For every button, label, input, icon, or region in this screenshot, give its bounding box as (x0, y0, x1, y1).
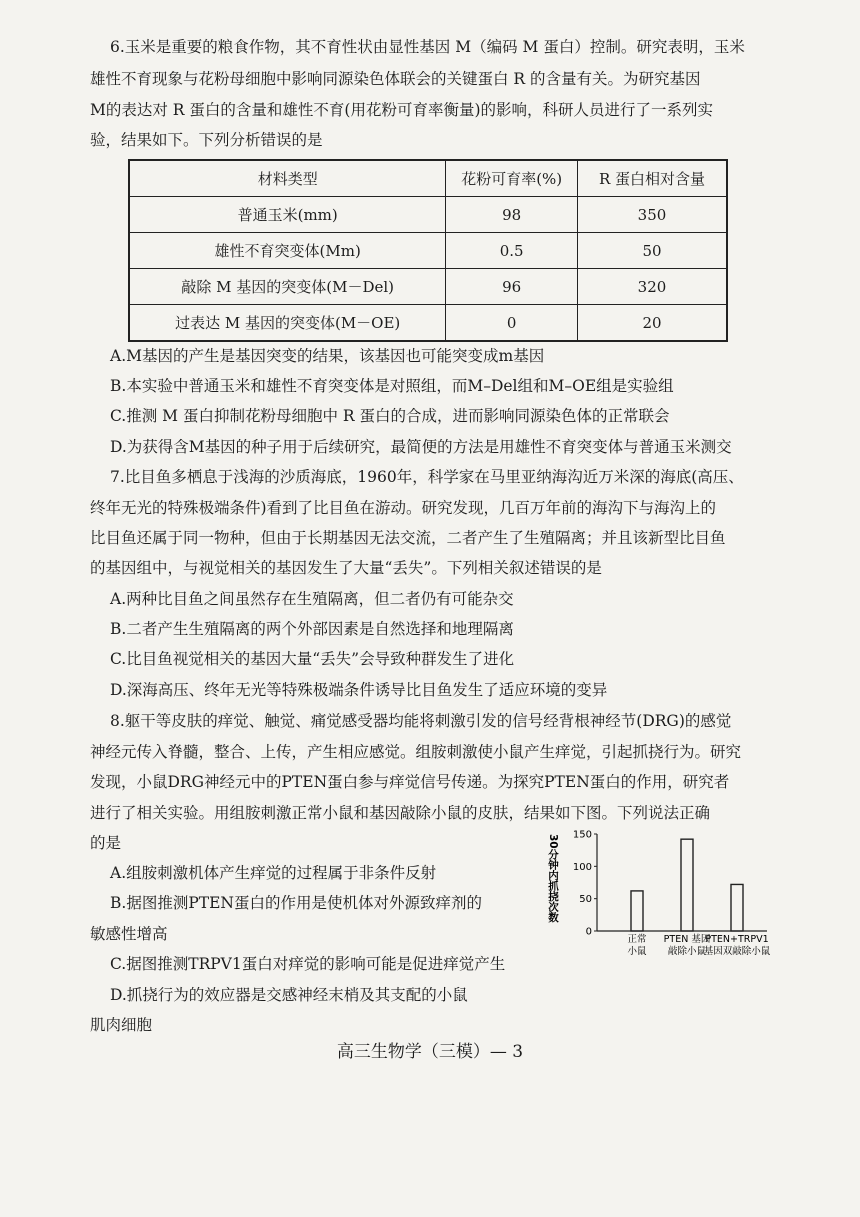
table-row (129, 197, 727, 233)
y-axis-label: 30分钟内抓挠次数 (547, 834, 559, 923)
q6-option-c: C.推测 M 蛋白抑制花粉母细胞中 R 蛋白的合成，进而影响同源染色体的正常联会 (110, 407, 670, 425)
table-header: 花粉可育率(%) (446, 160, 578, 197)
table-cell: 0.5 (446, 233, 578, 269)
x-tick-label: 敲除小鼠 (667, 946, 707, 957)
q8-option-b-cont: 敏感性增高 (90, 925, 168, 943)
q7-line-3: 比目鱼还属于同一物种，但由于长期基因无法交流，二者产生了生殖隔离；并且该新型比目鱼 (90, 529, 726, 547)
y-tick-label: 150 (572, 829, 592, 841)
table-header: R 蛋白相对含量 (577, 160, 727, 197)
q8-line-2: 神经元传入脊髓，整合、上传，产生相应感觉。组胺刺激使小鼠产生痒觉，引起抓挠行为。研究 (90, 743, 742, 761)
table-cell: 50 (577, 233, 727, 269)
table-header-row (129, 160, 727, 197)
x-tick-label: 正常 (627, 934, 647, 945)
q7-line-1: 7.比目鱼多栖息于浅海的沙质海底，1960年，科学家在马里亚纳海沟近万米深的海底(高压、 (110, 468, 744, 486)
q8-option-d-cont: 肌肉细胞 (90, 1016, 153, 1034)
table-row (129, 269, 727, 305)
table-cell: 敲除 M 基因的突变体(M－Del) (129, 269, 446, 305)
table-cell: 96 (446, 269, 578, 305)
table-cell: 0 (446, 305, 578, 342)
q8-option-c: C.据图推测TRPV1蛋白对痒觉的影响可能是促进痒觉产生 (110, 955, 506, 973)
y-tick-label: 0 (585, 926, 592, 938)
x-tick-label: 小鼠 (627, 946, 647, 957)
x-tick-label: PTEN 基因 (663, 934, 711, 945)
q7-line-2: 终年无光的特殊极端条件)看到了比目鱼在游动。研究发现，几百万年前的海沟下与海沟上的 (90, 499, 717, 517)
table-cell: 过表达 M 基因的突变体(M－OE) (129, 305, 446, 342)
q7-line-4: 的基因组中，与视觉相关的基因发生了大量“丢失”。下列相关叙述错误的是 (90, 559, 602, 577)
y-tick-label: 50 (579, 894, 592, 906)
q8-line-3: 发现，小鼠DRG神经元中的PTEN蛋白参与痒觉信号传递。为探究PTEN蛋白的作用，研究者 (90, 773, 730, 791)
x-tick-label: PTEN+TRPV1 (705, 934, 769, 945)
q7-option-d: D.深海高压、终年无光等特殊极端条件诱导比目鱼发生了适应环境的变异 (110, 681, 608, 699)
page-footer: 高三生物学（三模）— 3 (336, 1042, 524, 1062)
q8-line-4: 进行了相关实验。用组胺刺激正常小鼠和基因敲除小鼠的皮肤，结果如下图。下列说法正确 (90, 804, 711, 822)
q8-line-1: 8.躯干等皮肤的痒觉、触觉、痛觉感受器均能将刺激引发的信号经背根神经节(DRG)的感觉 (110, 712, 732, 730)
bar (731, 884, 743, 931)
q8-option-a: A.组胺刺激机体产生痒觉的过程属于非条件反射 (110, 864, 437, 882)
table-row (129, 233, 727, 269)
q6-line-2: 雄性不育现象与花粉母细胞中影响同源染色体联会的关键蛋白 R 的含量有关。为研究基因 (90, 70, 701, 88)
table-cell: 雄性不育突变体(Mm) (129, 233, 446, 269)
y-tick-label: 100 (572, 861, 592, 873)
x-tick-label: 基因双敲除小鼠 (703, 946, 770, 957)
q6-option-d: D.为获得含M基因的种子用于后续研究，最简便的方法是用雄性不育突变体与普通玉米测交 (110, 438, 732, 456)
table-cell: 普通玉米(mm) (129, 197, 446, 233)
table-cell: 350 (577, 197, 727, 233)
q6-option-b: B.本实验中普通玉米和雄性不育突变体是对照组，而M–Del组和M–OE组是实验组 (110, 377, 674, 395)
q6-line-1: 6.玉米是重要的粮食作物，其不育性状由显性基因 M（编码 M 蛋白）控制。研究表明，玉米 (110, 38, 745, 56)
table-header: 材料类型 (129, 160, 446, 197)
q6-line-3: M的表达对 R 蛋白的含量和雄性不育(用花粉可育率衡量)的影响，科研人员进行了一系列实 (90, 101, 713, 119)
material-table (128, 159, 728, 342)
scratch-count-bar-chart (545, 826, 770, 964)
q7-option-a: A.两种比目鱼之间虽然存在生殖隔离，但二者仍有可能杂交 (110, 590, 514, 608)
table-cell: 20 (577, 305, 727, 342)
q6-line-4: 验，结果如下。下列分析错误的是 (90, 131, 323, 149)
bar (631, 891, 643, 931)
q8-line-5: 的是 (90, 834, 122, 852)
table-cell: 98 (446, 197, 578, 233)
table-row (129, 305, 727, 342)
q7-option-b: B.二者产生生殖隔离的两个外部因素是自然选择和地理隔离 (110, 620, 514, 638)
q8-option-d: D.抓挠行为的效应器是交感神经末梢及其支配的小鼠 (110, 986, 468, 1004)
q7-option-c: C.比目鱼视觉相关的基因大量“丢失”会导致种群发生了进化 (110, 650, 515, 668)
bar (681, 839, 693, 931)
q6-option-a: A.M基因的产生是基因突变的结果，该基因也可能突变成m基因 (110, 347, 545, 365)
q8-option-b: B.据图推测PTEN蛋白的作用是使机体对外源致痒剂的 (110, 894, 482, 912)
table-cell: 320 (577, 269, 727, 305)
